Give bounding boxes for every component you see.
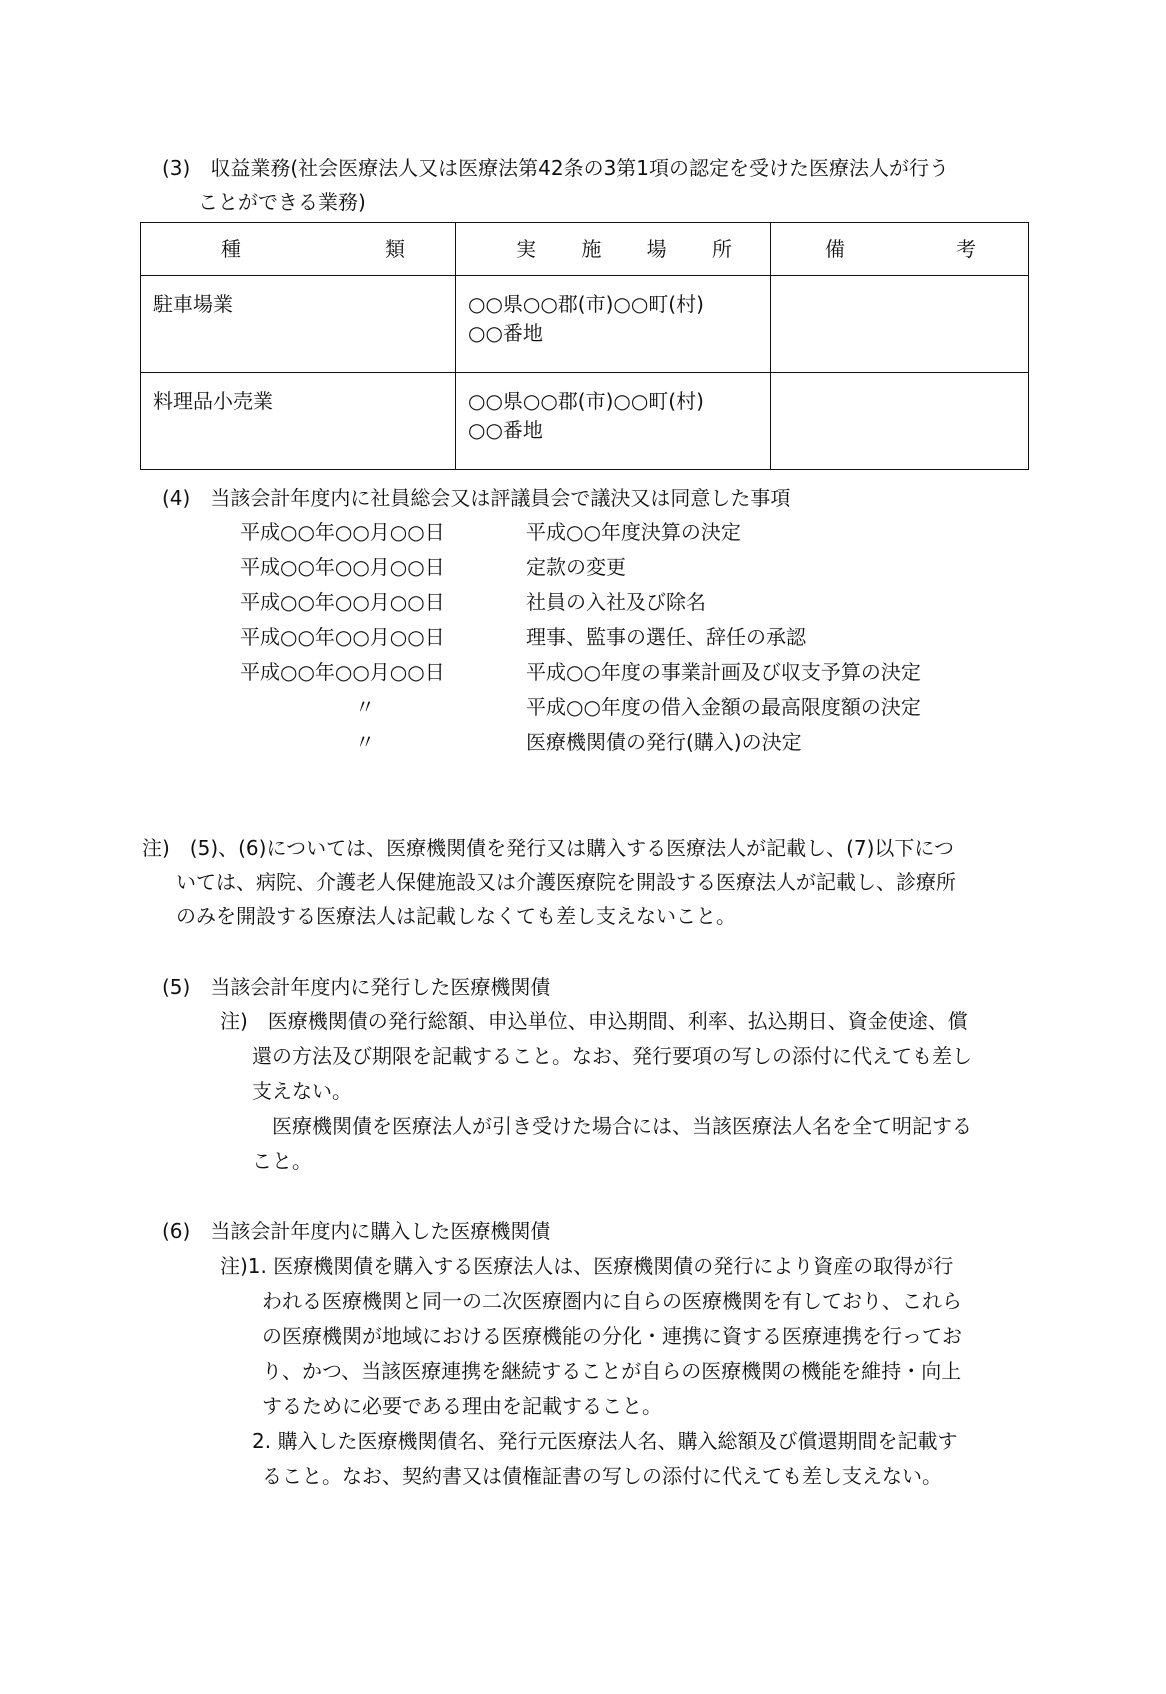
section6-note1-line4: り、かつ、当該医療連携を継続することが自らの医療機関の機能を維持・向上 bbox=[262, 1359, 962, 1383]
section5-note-line1: 注) 医療機関債の発行総額、申込単位、申込期間、利率、払込期日、資金使途、償 bbox=[220, 1009, 968, 1033]
section6-note2-line2: ること。なお、契約書又は債権証書の写しの添付に代えても差し支えない。 bbox=[262, 1464, 942, 1488]
list-item bbox=[240, 592, 706, 612]
section6-note1-line2: われる医療機関と同一の二次医療圏内に自らの医療機関を有しており、これら bbox=[262, 1289, 962, 1313]
resolution-text: 平成○○年度の事業計画及び収支予算の決定 bbox=[526, 660, 921, 684]
list-item bbox=[240, 522, 741, 542]
section6-note1-line5: するために必要である理由を記載すること。 bbox=[262, 1394, 662, 1418]
table-row bbox=[141, 373, 1029, 470]
resolution-text: 理事、監事の選任、辞任の承認 bbox=[526, 625, 806, 649]
cell-note bbox=[771, 373, 1029, 470]
cell-kind: 駐車場業 bbox=[141, 276, 456, 373]
section6-heading: (6) 当該会計年度内に購入した医療機関債 bbox=[162, 1219, 551, 1243]
section5-note-line5: こと。 bbox=[252, 1149, 312, 1173]
resolution-date: 平成○○年○○月○○日 bbox=[240, 555, 445, 579]
resolution-date-ditto: 〃 bbox=[355, 730, 375, 754]
list-item bbox=[240, 557, 626, 577]
section4-heading: (4) 当該会計年度内に社員総会又は評議員会で議決又は同意した事項 bbox=[162, 486, 791, 510]
resolution-date: 平成○○年○○月○○日 bbox=[240, 660, 445, 684]
resolution-text: 医療機関債の発行(購入)の決定 bbox=[526, 730, 802, 754]
cell-kind: 料理品小売業 bbox=[141, 373, 456, 470]
main-note-line1: 注) (5)、(6)については、医療機関債を発行又は購入する医療法人が記載し、(7)以下につ bbox=[142, 836, 954, 860]
section3-heading-line2: ことができる業務) bbox=[198, 190, 366, 214]
resolution-date: 平成○○年○○月○○日 bbox=[240, 520, 445, 544]
section6-note1-line1: 注)1. 医療機関債を購入する医療法人は、医療機関債の発行により資産の取得が行 bbox=[220, 1254, 954, 1278]
section5-heading: (5) 当該会計年度内に発行した医療機関債 bbox=[162, 975, 551, 999]
header-kind: 種 類 bbox=[141, 223, 456, 276]
header-note: 備 考 bbox=[771, 223, 1029, 276]
main-note-line2: いては、病院、介護老人保健施設又は介護医療院を開設する医療法人が記載し、診療所 bbox=[176, 870, 956, 894]
main-note-line3: のみを開設する医療法人は記載しなくても差し支えないこと。 bbox=[176, 904, 736, 928]
section3-heading-line1: (3) 収益業務(社会医療法人又は医療法第42条の3第1項の認定を受けた医療法人が行う bbox=[162, 156, 950, 180]
section5-note-line3: 支えない。 bbox=[252, 1079, 352, 1103]
header-place: 実 施 場 所 bbox=[456, 223, 771, 276]
revenue-business-table bbox=[140, 222, 1029, 470]
resolution-text: 平成○○年度の借入金額の最高限度額の決定 bbox=[526, 695, 921, 719]
list-item bbox=[240, 627, 806, 647]
resolution-date: 平成○○年○○月○○日 bbox=[240, 590, 445, 614]
resolution-text: 定款の変更 bbox=[526, 555, 626, 579]
table-header-row bbox=[141, 223, 1029, 276]
cell-place: ○○県○○郡(市)○○町(村) ○○番地 bbox=[456, 373, 771, 470]
cell-note bbox=[771, 276, 1029, 373]
list-item bbox=[240, 732, 802, 752]
section5-note-line2: 還の方法及び期限を記載すること。なお、発行要項の写しの添付に代えても差し bbox=[252, 1044, 972, 1068]
list-item bbox=[240, 662, 921, 682]
list-item bbox=[240, 697, 921, 717]
resolution-date-ditto: 〃 bbox=[355, 695, 375, 719]
resolution-text: 社員の入社及び除名 bbox=[526, 590, 706, 614]
section6-note1-line3: の医療機関が地域における医療機能の分化・連携に資する医療連携を行ってお bbox=[262, 1324, 962, 1348]
section5-note-line4: 医療機関債を医療法人が引き受けた場合には、当該医療法人名を全て明記する bbox=[252, 1114, 972, 1138]
resolution-text: 平成○○年度決算の決定 bbox=[526, 520, 741, 544]
table-row bbox=[141, 276, 1029, 373]
resolution-date: 平成○○年○○月○○日 bbox=[240, 625, 445, 649]
cell-place: ○○県○○郡(市)○○町(村) ○○番地 bbox=[456, 276, 771, 373]
section6-note2-line1: 2. 購入した医療機関債名、発行元医療法人名、購入総額及び償還期間を記載す bbox=[252, 1429, 958, 1453]
